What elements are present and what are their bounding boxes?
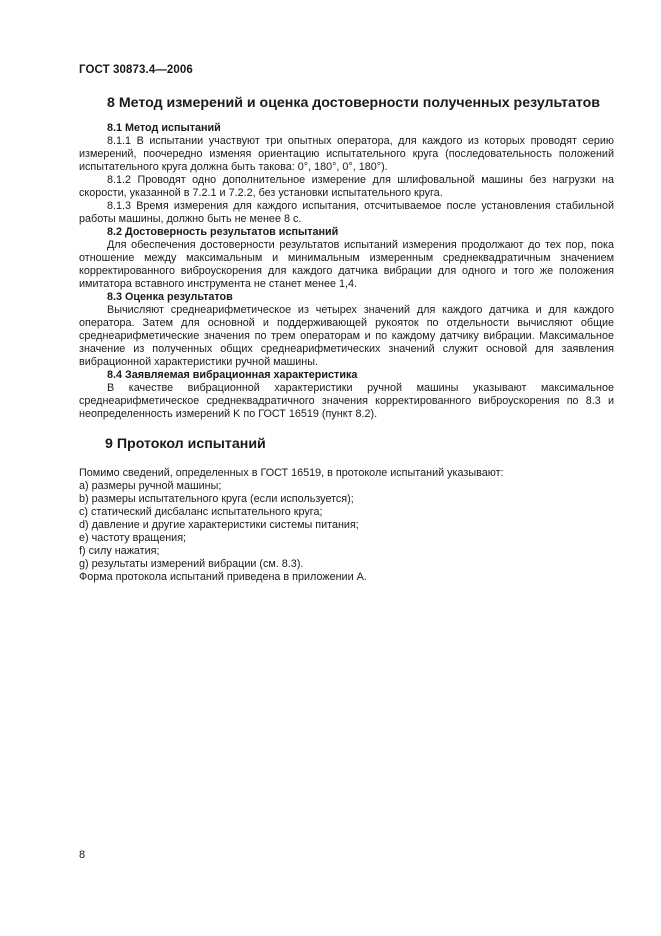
section-9-body [79, 467, 614, 584]
list-item: c) статический дисбаланс испытательного круга; [79, 506, 323, 518]
subsection-8-1-title: 8.1 Метод испытаний [107, 122, 221, 134]
list-item: d) давление и другие характеристики системы питания; [79, 519, 359, 531]
subsection-8-2 [79, 226, 614, 291]
section-9-title: 9 Протокол испытаний [105, 436, 266, 452]
section-9-intro: Помимо сведений, определенных в ГОСТ 16519, в протоколе испытаний указывают: [79, 467, 504, 479]
paragraph-8-1-3: 8.1.3 Время измерения для каждого испытания, отсчитываемое после установления стабильной работы машины, должно быть не менее 8 с. [79, 200, 614, 225]
paragraph-8-2: Для обеспечения достоверности результатов испытаний измерения продолжают до тех пор, пока отношение между максимальным и минимальным измеренным среднеквадратичным значением корректированного виброускорения для каждого датчика вибрации для одного и того же положения имитатора вставного инструмента не станет менее 1,4. [79, 239, 614, 290]
list-item: g) результаты измерений вибрации (см. 8.3). [79, 558, 304, 570]
list-item: e) частоту вращения; [79, 532, 187, 544]
subsection-8-3-title: 8.3 Оценка результатов [107, 291, 233, 303]
section-9-outro: Форма протокола испытаний приведена в приложении А. [79, 571, 367, 583]
protocol-items-list [79, 480, 614, 571]
page-content [79, 94, 614, 584]
subsection-8-2-title: 8.2 Достоверность результатов испытаний [107, 226, 339, 238]
subsection-8-3 [79, 291, 614, 369]
list-item: a) размеры ручной машины; [79, 480, 222, 492]
subsection-8-1 [79, 122, 614, 226]
page-number: 8 [79, 849, 86, 861]
paragraph-8-4: В качестве вибрационной характеристики ручной машины указывают максимальное среднеарифметическое среднеквадратичного значения корректированного виброускорения по 8.3 и неопределенность измерений K по ГОСТ 16519 (пункт 8.2). [79, 382, 614, 420]
subsection-8-4 [79, 369, 614, 421]
paragraph-8-1-2: 8.1.2 Проводят одно дополнительное измерение для шлифовальной машины без нагрузки на скорости, указанной в 7.2.1 и 7.2.2, без установки испытательного круга. [79, 174, 614, 199]
paragraph-8-1-1: 8.1.1 В испытании участвуют три опытных оператора, для каждого из которых проводят серию измерений, поочередно изменяя ориентацию испытательного круга (последовательность положений испытательного круга должна быть такова: 0°, 180°, 0°, 180°). [79, 135, 614, 173]
document-header: ГОСТ 30873.4—2006 [79, 64, 193, 76]
list-item: b) размеры испытательного круга (если используется); [79, 493, 354, 505]
section-8-title: 8 Метод измерений и оценка достоверности полученных результатов [107, 95, 600, 111]
list-item: f) силу нажатия; [79, 545, 160, 557]
paragraph-8-3: Вычисляют среднеарифметическое из четырех значений для каждого датчика и для каждого оператора. Затем для основной и поддерживающей рукояток по отдельности вычисляют общие среднеарифметические значения по трем операторам и по каждому датчику вибрации. Максимальное значение из полученных общих среднеарифметических значений служит основой для заявления вибрационной характеристики ручной машины. [79, 304, 614, 368]
subsection-8-4-title: 8.4 Заявляемая вибрационная характеристика [107, 369, 358, 381]
